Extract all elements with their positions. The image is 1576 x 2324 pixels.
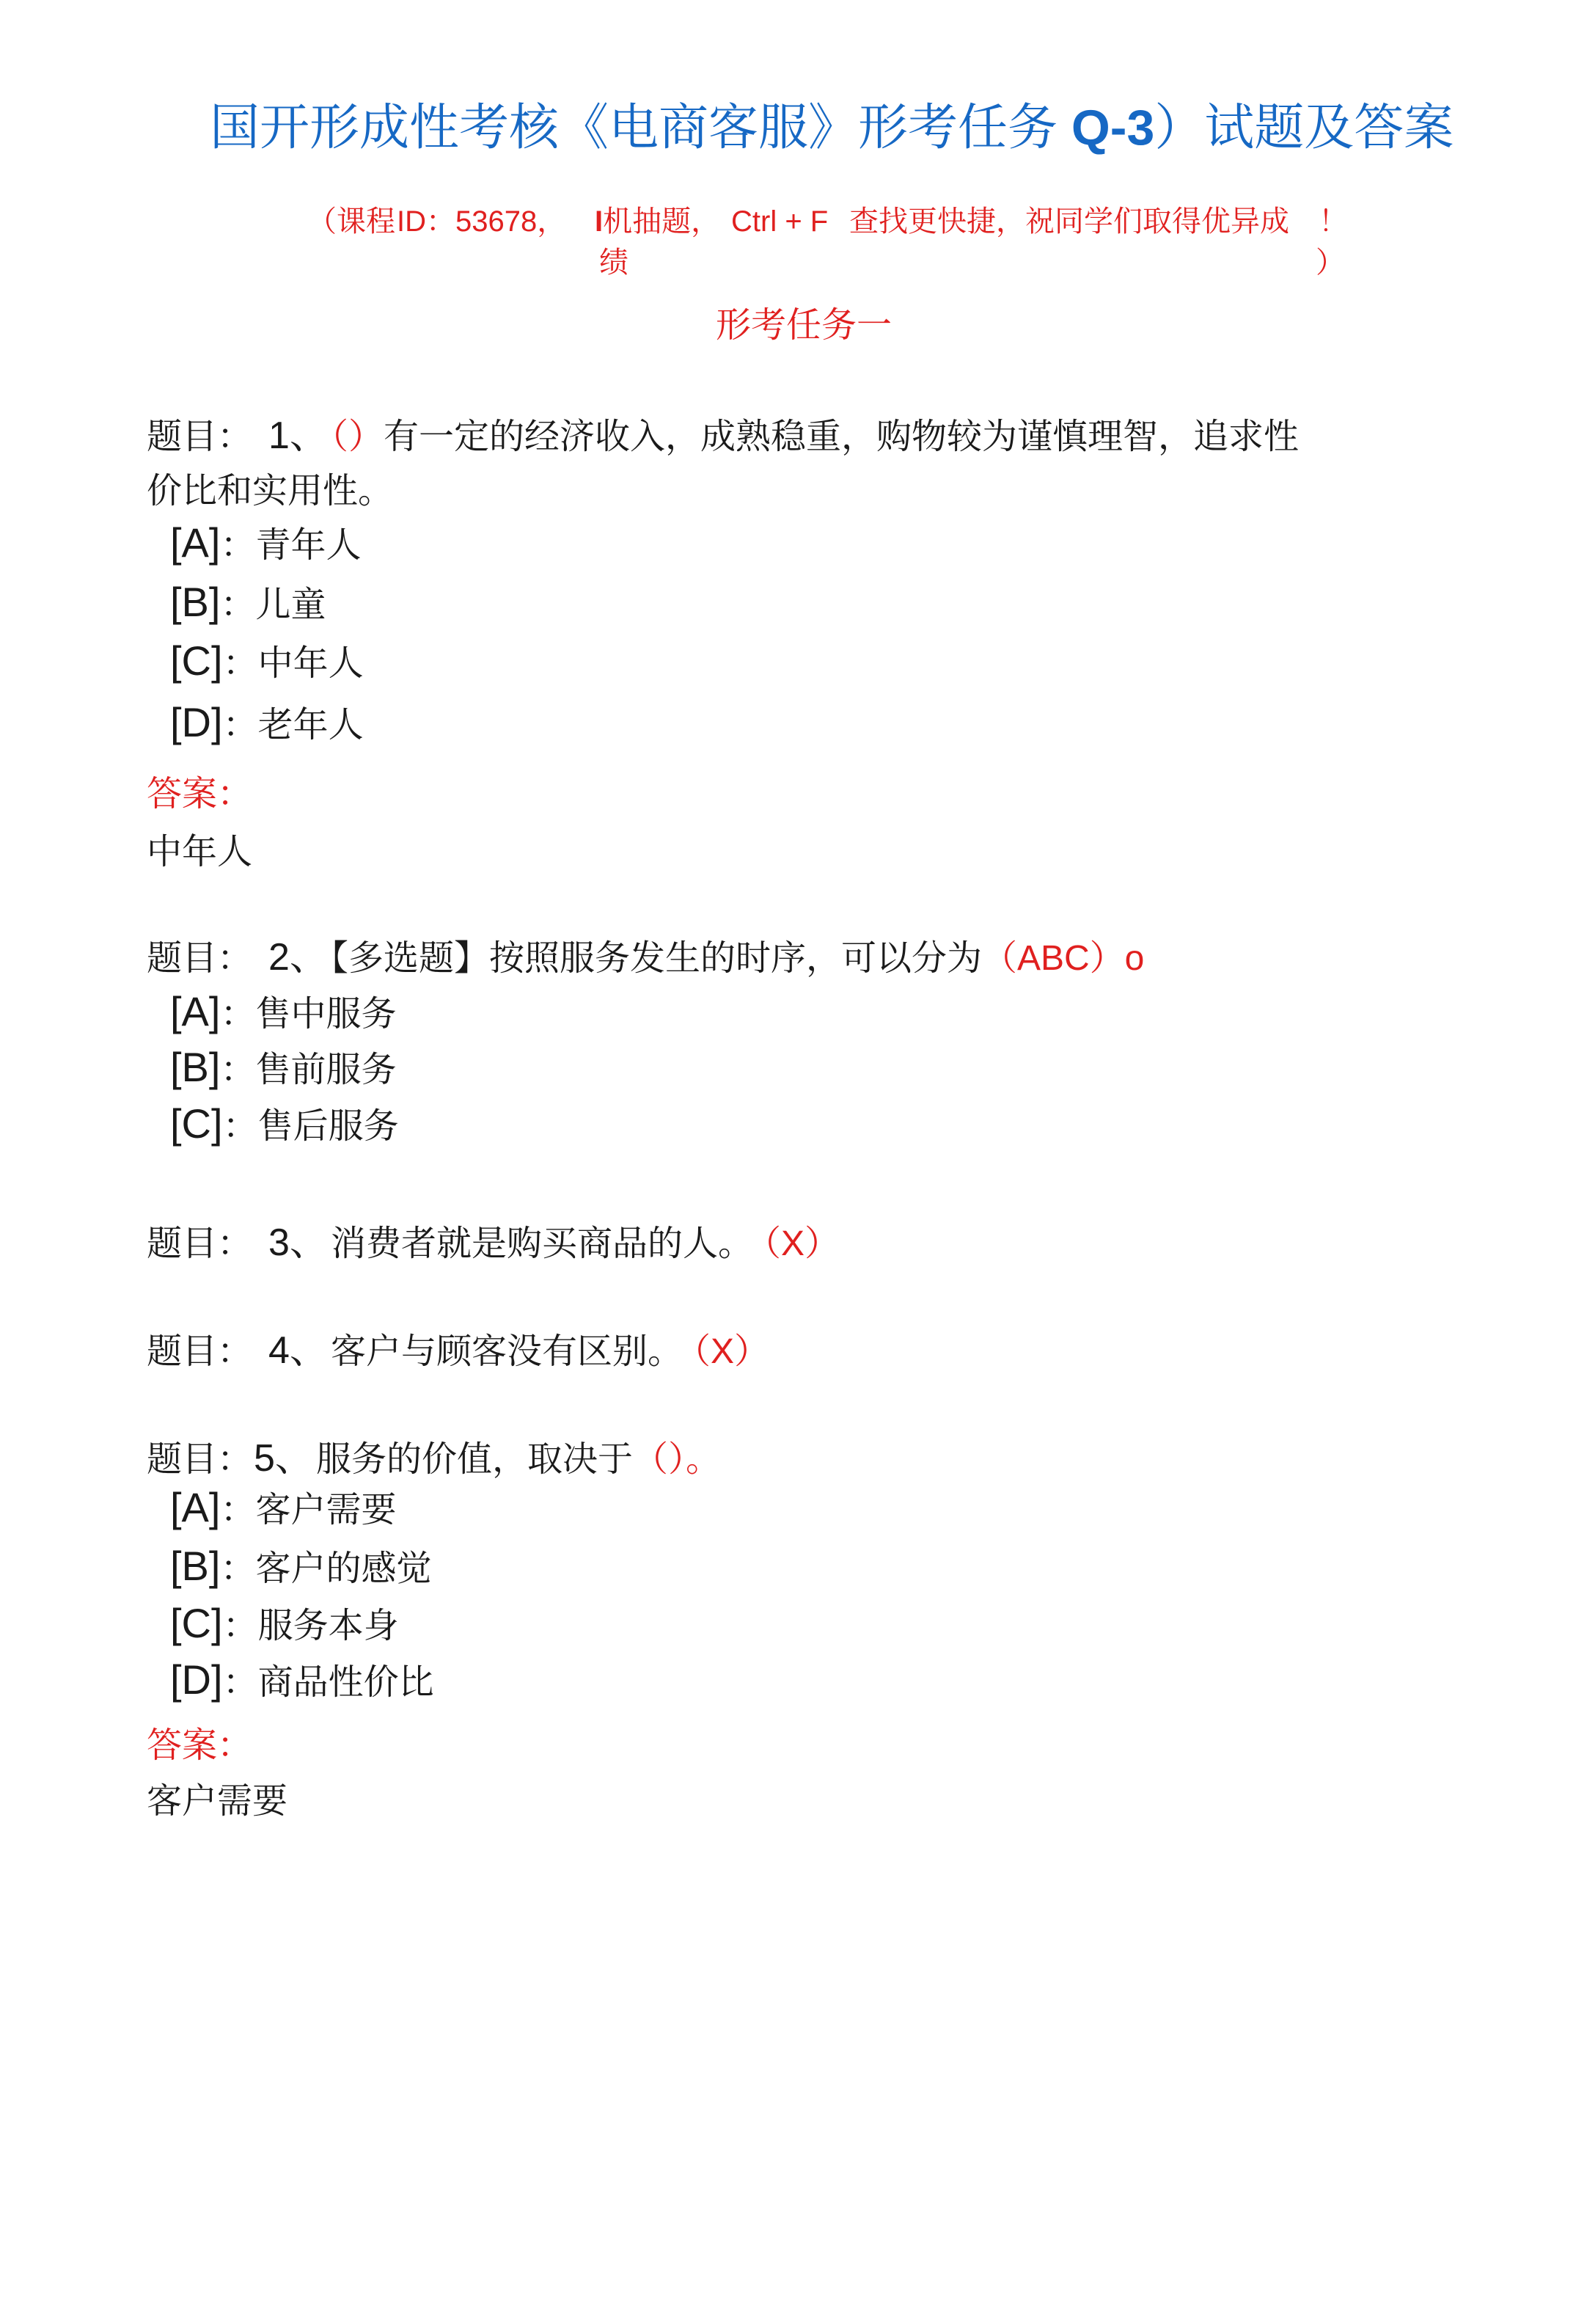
option-text: ：中年人	[222, 644, 364, 683]
option-label: [B]	[170, 579, 221, 625]
question-prefix: 题目：	[147, 939, 253, 978]
question-4-stem	[147, 1330, 769, 1373]
question-number: 2、	[268, 936, 328, 979]
option-text: ：售后服务	[222, 1107, 399, 1146]
question-inline-answer: （X）	[763, 1224, 840, 1263]
question-blank: （）。	[632, 1440, 721, 1479]
option-label: [A]	[170, 519, 221, 566]
notice-random-text: 机抽题，	[603, 205, 721, 238]
option-text: ：商品性价比	[222, 1663, 434, 1702]
option-label: [C]	[170, 637, 223, 684]
question-5-option-c	[170, 1600, 399, 1647]
question-2-stem	[147, 937, 1144, 979]
title-text-b: ）试题及答案	[1154, 100, 1454, 156]
question-2-option-c	[170, 1100, 399, 1147]
option-label: [D]	[170, 699, 223, 745]
notice-open: （课程	[307, 205, 395, 238]
option-text: ：客户需要	[220, 1491, 397, 1530]
question-1-option-c	[170, 637, 364, 684]
question-text: 消费者就是购买商品的人。	[330, 1224, 753, 1263]
question-1-stem	[147, 415, 1299, 458]
question-1-option-d	[170, 699, 364, 746]
question-text: 【多选题】按照服务发生的时序，可以分为	[330, 939, 982, 978]
question-inline-answer: （ABC）o	[981, 939, 1145, 978]
notice-course-id: ID：53678，	[397, 205, 567, 238]
question-text: 有一定的经济收入，成熟稳重，购物较为谨慎理智，追求性	[383, 417, 1299, 456]
title-task-code: Q-3	[1071, 100, 1155, 156]
question-prefix: 题目：	[147, 1332, 253, 1371]
option-label: [C]	[170, 1100, 223, 1147]
question-blank: （）	[330, 417, 384, 456]
question-1-stem-line2: 价比和实用性。	[147, 472, 394, 511]
option-text: ：售前服务	[220, 1050, 397, 1089]
option-text: ：客户的感觉	[220, 1549, 432, 1588]
question-5-answer-label: 答案：	[147, 1726, 253, 1765]
question-prefix: 题目：	[147, 417, 253, 456]
option-label: [A]	[170, 988, 221, 1034]
question-prefix: 题目：	[147, 1440, 253, 1479]
option-label: [C]	[170, 1600, 223, 1646]
question-3-stem	[147, 1222, 840, 1265]
question-inline-answer: （X）	[692, 1332, 769, 1371]
notice-line2-right: ）	[1316, 246, 1345, 279]
notice-message: 查找更快捷，祝同学们取得优异成	[849, 205, 1289, 238]
option-label: [A]	[170, 1484, 221, 1530]
option-text: ：青年人	[220, 526, 362, 565]
option-text: ：服务本身	[222, 1607, 399, 1645]
option-text: ：售中服务	[220, 995, 397, 1034]
question-text: 客户与顾客没有区别。	[330, 1332, 683, 1371]
question-5-option-a	[170, 1484, 397, 1531]
option-text: ：儿童	[220, 585, 326, 624]
question-5-option-b	[170, 1543, 432, 1590]
option-label: [D]	[170, 1656, 223, 1703]
question-number: 1、	[268, 414, 328, 457]
question-prefix: 题目：	[147, 1224, 253, 1263]
option-label: [B]	[170, 1044, 221, 1090]
question-1-answer-label: 答案：	[147, 775, 253, 814]
title-text-a: 国开形成性考核《电商客服》形考任务	[210, 100, 1071, 156]
question-5-stem	[147, 1438, 721, 1480]
notice-random-i: I	[595, 205, 604, 238]
question-5-option-d	[170, 1656, 434, 1703]
question-1-option-a	[170, 519, 362, 566]
question-number: 4、	[268, 1329, 328, 1372]
question-2-option-b	[170, 1044, 397, 1091]
section-heading: 形考任务一	[716, 306, 893, 345]
notice-shortcut: Ctrl + F	[731, 205, 829, 238]
notice-line2-left: 绩	[599, 246, 628, 279]
question-text: 服务的价值，取决于	[315, 1440, 633, 1479]
document-title	[210, 95, 1454, 160]
notice-exclaim: ！	[1319, 205, 1348, 238]
option-text: ：老年人	[222, 706, 364, 745]
option-label: [B]	[170, 1543, 221, 1589]
notice-random	[595, 204, 720, 239]
question-number: 3、	[268, 1221, 328, 1264]
question-1-answer: 中年人	[147, 833, 253, 872]
question-2-option-a	[170, 988, 397, 1035]
question-5-answer: 客户需要	[147, 1782, 288, 1821]
question-1-option-b	[170, 579, 326, 626]
question-number: 5、	[254, 1437, 313, 1480]
